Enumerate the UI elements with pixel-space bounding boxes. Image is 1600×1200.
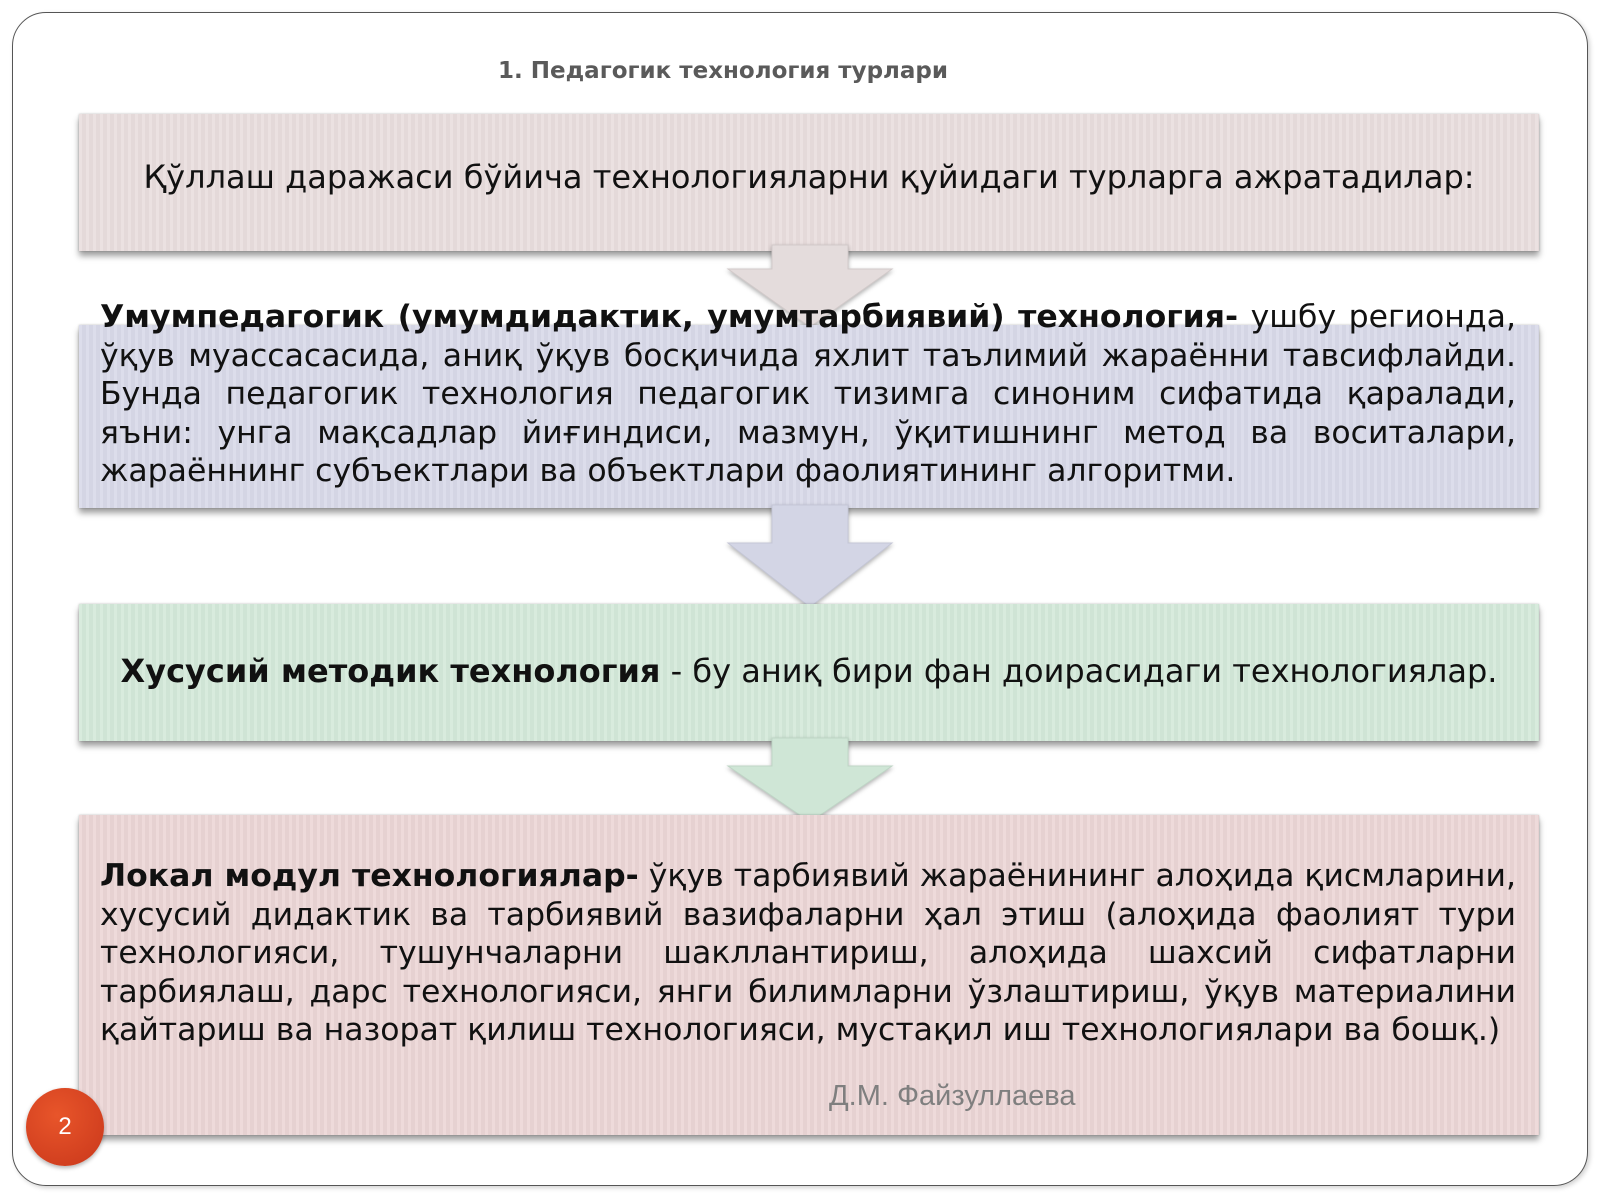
page-number-badge: [26, 1088, 104, 1166]
box-4-description: ўқув тарбиявий жараёнининг алоҳида қисмларини, хусусий дидактик ва тарбиявий вазифаларни ҳал этиш (алоҳида фаолият тури технологияси, тушунчаларни шакллантириш, алоҳида шахсий сифатларни тарбиялаш, дарс технологияси, янги билимларни ўзлаштириш, ўқув материалини қайтариш ва назорат қилиш технологияси, мустақил иш технологиялари ва бошқ.): [100, 858, 1516, 1048]
box-4-term: Локал модул технологиялар-: [100, 858, 639, 894]
box-2-text: [100, 298, 1516, 491]
page-number: 2: [58, 1113, 72, 1140]
box-3-description: - бу аниқ бири фан доирасидаги технологиялар.: [660, 652, 1498, 690]
down-arrow-2: [700, 505, 920, 615]
author-name: Д.М. Файзуллаева: [829, 1080, 1076, 1112]
box-1-text: Қўллаш даражаси бўйича технологияларни қуйидаги турларга ажратадилар:: [143, 158, 1475, 196]
slide-title: 1. Педагогик технология турлари: [498, 58, 949, 84]
box-3-text: [79, 652, 1539, 690]
box-3-term: Хусусий методик технология: [120, 652, 661, 690]
box-4-text: [100, 857, 1516, 1050]
box-2-description: ушбу регионда, ўқув муассасасида, аниқ ўқув босқичида яхлит таълимий жараённи тавсифлайди. Бунда педагогик технология педагогик тизимга синоним сифатида қаралади, яъни: унга мақсадлар йиғиндиси, мазмун, ўқитишнинг метод ва воситалари, жараённинг субъектлари ва объектлари фаолиятининг алгоритми.: [100, 299, 1516, 489]
box-2-term: Умумпедагогик (умумдидактик, умумтарбиявий) технология-: [100, 299, 1239, 335]
